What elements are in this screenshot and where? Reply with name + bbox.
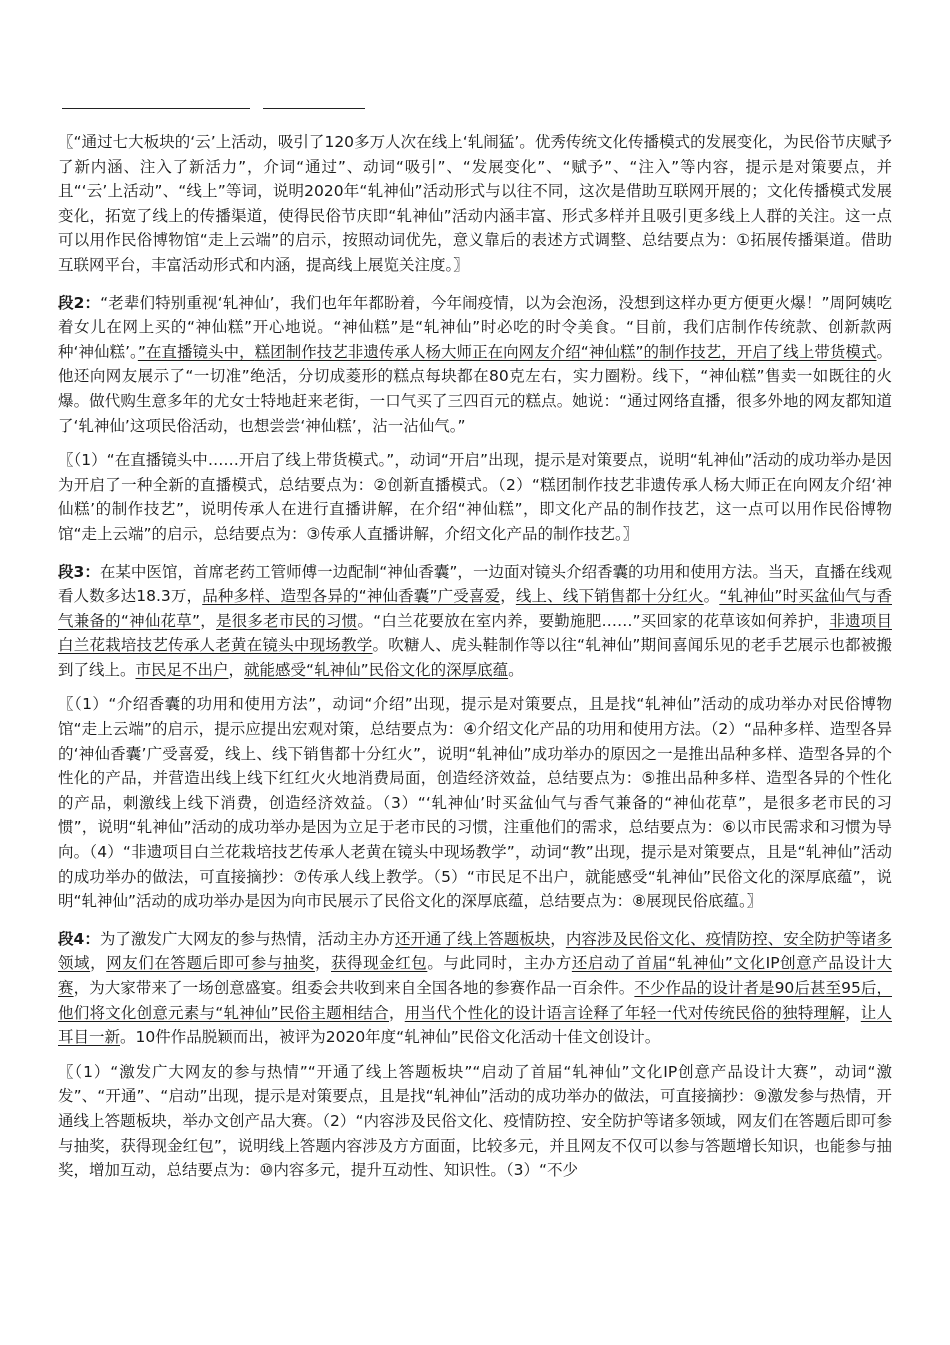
underlined-text: 还启动了首届“轧神仙”文化IP创意产品设计大赛	[58, 954, 892, 997]
underlined-text: 不少作品的设计者是90后甚至95后，	[634, 979, 892, 997]
segment-label: 段2：	[58, 293, 101, 312]
underlined-text: 网友们在答题后即可参与抽奖	[106, 954, 315, 973]
segment-text: 在某中医馆，首席老药工管师傅一边配制“神仙香囊”，一边面对镜头介绍香囊的功用和使用方法。当天，直播在线观看人数多达18.3万，	[58, 562, 892, 606]
segment-text: ，	[200, 611, 216, 630]
segment-text: 。	[508, 660, 524, 679]
underlined-text: “轧神仙”时买盆仙气与香气兼备的“神仙花草”	[58, 587, 892, 630]
segment-2	[58, 291, 892, 439]
underlined-text: 糕团制作技艺非遗传承人杨大师正在向网友介绍“神仙糕”的制作技艺，	[254, 342, 737, 361]
underlined-text: 线上、线下销售都十分红火	[515, 587, 704, 606]
segment-text: ，	[500, 587, 516, 606]
segment-text: 为了激发广大网友的参与热情，活动主办方	[99, 929, 395, 948]
segment-label: 段4：	[58, 929, 100, 948]
segment-text: ，	[389, 1003, 405, 1022]
document-page	[58, 100, 892, 1196]
segment-text: 。他还向网友展示了“一切准”绝活，分切成菱形的糕点每块都在80克左右，实力圈粉。线下，“神仙糕”售卖一如既往的火爆。做代购生意多年的尤女士特地赶来老街，一口气买了三四百元的糕点。她说：“通过网络直播，很多外地的网友都知道了‘轧神仙’这项民俗活动，也想尝尝‘神仙糕’，沾一沾仙气。”	[58, 342, 893, 435]
segment-text: ，	[228, 660, 245, 679]
segment-text: ，	[90, 954, 107, 973]
underlined-text: 让人耳目一新	[58, 1003, 892, 1047]
segment-text: 。吹糖人、虎头鞋制作等以往“轧神仙”期间喜闻乐见的老手艺展示也都被搬到了线上。	[58, 636, 893, 679]
header-rules	[58, 100, 892, 116]
underlined-text: 他们将文化创意元素与“轧神仙”民俗主题相结合	[58, 1003, 389, 1022]
underlined-text: 获得现金红包	[330, 954, 428, 973]
header-rule	[263, 108, 365, 109]
segment-text: ，	[314, 954, 331, 973]
segment-text: ，为大家带来了一场创意盛宴。组委会共收到来自全国各地的参赛作品一百余件。	[73, 979, 635, 997]
underlined-text: 市民足不出户	[135, 660, 229, 679]
analysis-intro: 〖“通过七大板块的‘云’上活动，吸引了120多万人次在线上‘轧闹猛’。优秀传统文化传播模式的发展变化，为民俗节庆赋予了新内涵、注入了新活力”，介词“通过”、动词“吸引”、“发展变化”、“赋予”、“注入”等内容，提示是对策要点，并且“‘云’上活动”、“线上”等词，说明2020年“轧神仙”活动形式与以往不同，这次是借助互联网开展的；文化传播模式发展变化，拓宽了线上的传播渠道，使得民俗节庆即“轧神仙”活动内涵丰富、形式多样并且吸引更多线上人群的关注。这一点可以用作民俗博物馆“走上云端”的启示，按照动词优先，意义靠后的表述方式调整、总结要点为：①拓展传播渠道。借助互联网平台，丰富活动形式和内涵，提高线上展览关注度。〗	[58, 133, 892, 274]
analysis-4: 〖（1）“激发广大网友的参与热情”“开通了线上答题板块”“启动了首届“轧神仙”文化IP创意产品设计大赛”，动词“激发”、“开通”、“启动”出现，提示是对策要点，且是找“轧神仙”活动的成功举办的做法，可直接摘抄：⑨激发参与热情，开通线上答题板块，举办文创产品大赛。（2）“内容涉及民俗文化、疫情防控、安全防护等诸多领域，网友们在答题后即可参与抽奖，获得现金红包”，说明线上答题内容涉及方方面面，比较多元，并且网友不仅可以参与答题增长知识，也能参与抽奖，增加互动，总结要点为：⑩内容多元，提升互动性、知识性。（3）“不少	[58, 1062, 892, 1180]
underlined-text: 是很多老市民的习惯	[215, 611, 358, 630]
segment-text: 。“白兰花要放在室内养，要勤施肥……”买回家的花草该如何养护，	[357, 611, 830, 630]
underlined-text: 用当代个性化的设计语言诠释了年轻一代对传统民俗的独特理解	[404, 1003, 846, 1022]
analysis-3: 〖（1）“介绍香囊的功用和使用方法”，动词“介绍”出现，提示是对策要点，且是找“轧神仙”活动的成功举办对民俗博物馆“走上云端”的启示，提示应提出宏观对策，总结要点为：④介绍文化产品的功用和使用方法。（2）“品种多样、造型各异的‘神仙香囊’广受喜爱，线上、线下销售都十分红火”，说明“轧神仙”成功举办的原因之一是推出品种多样、造型各异的个性化的产品，并营造出线上线下红红火火地消费局面，创造经济效益，总结要点为：⑤推出品种多样、造型各异的个性化的产品，刺激线上线下消费，创造经济效益。（3）“‘轧神仙’时买盆仙气与香气兼备的“神仙花草”，是很多老市民的习惯”，说明“轧神仙”活动的成功举办是因为立足于老市民的习惯，注重他们的需求，总结要点为：⑥以市民需求和习惯为导向。（4）“非遗项目白兰花栽培技艺传承人老黄在镜头中现场教学”，动词“教”出现，提示是对策要点，且是“轧神仙”活动的成功举办的做法，可直接摘抄：⑦传承人线上教学。（5）“市民足不出户，就能感受“轧神仙”民俗文化的深厚底蕴”，说明“轧神仙”活动的成功举办是因为向市民展示了民俗文化的深厚底蕴，总结要点为：⑧展现民俗底蕴。〗	[58, 695, 892, 911]
segment-text: 。	[703, 587, 720, 606]
underlined-text: 内容涉及民俗文化、疫情防控、安全防护等诸多领域	[58, 929, 892, 973]
segment-text: ，	[550, 929, 566, 948]
analysis-2: 〖（1）“在直播镜头中……开启了线上带货模式。”，动词“开启”出现，提示是对策要点，说明“轧神仙”活动的成功举办是因为开启了一种全新的直播模式，总结要点为：②创新直播模式。（2）“糕团制作技艺非遗传承人杨大师正在向网友介绍‘神仙糕’的制作技艺”，说明传承人在进行直播讲解，在介绍“神仙糕”，即文化产品的制作技艺，这一点可以用作民俗博物馆“走上云端”的启示，总结要点为：③传承人直播讲解，介绍文化产品的制作技艺。〗	[58, 451, 892, 543]
underlined-text: ”在直播镜头中，	[137, 342, 255, 361]
segment-text: 。与此同时，主办方	[427, 954, 572, 973]
header-rule	[62, 108, 250, 109]
segment-text: ，	[845, 1003, 861, 1022]
underlined-text: 品种多样、造型各异的“神仙香囊”广受喜爱	[202, 587, 501, 606]
segment-text: “老辈们特别重视‘轧神仙’，我们也年年都盼着，今年闹疫情，以为会泡汤，没想到这样办更方便更火爆！”周阿姨吃着女儿在网上买的“神仙糕”开心地说。“神仙糕”是“轧神仙”时必吃的时令美食。“目前，我们店制作传统款、创新款两种‘神仙糕’。	[58, 293, 892, 361]
segment-text: 。10件作品脱颖而出，被评为2020年度“轧神仙”民俗文化活动十佳文创设计。	[120, 1028, 661, 1047]
underlined-text: 就能感受“轧神仙”民俗文化的深厚底蕴	[244, 660, 509, 679]
segment-3	[58, 560, 892, 683]
segment-4	[58, 927, 892, 1050]
underlined-text: 还开通了线上答题板块	[394, 929, 551, 948]
underlined-text: 开启了线上带货模式	[736, 342, 877, 361]
segment-label: 段3：	[58, 562, 100, 581]
underlined-text: 非遗项目白兰花栽培技艺传承人老黄在镜头中现场教学	[58, 611, 892, 655]
